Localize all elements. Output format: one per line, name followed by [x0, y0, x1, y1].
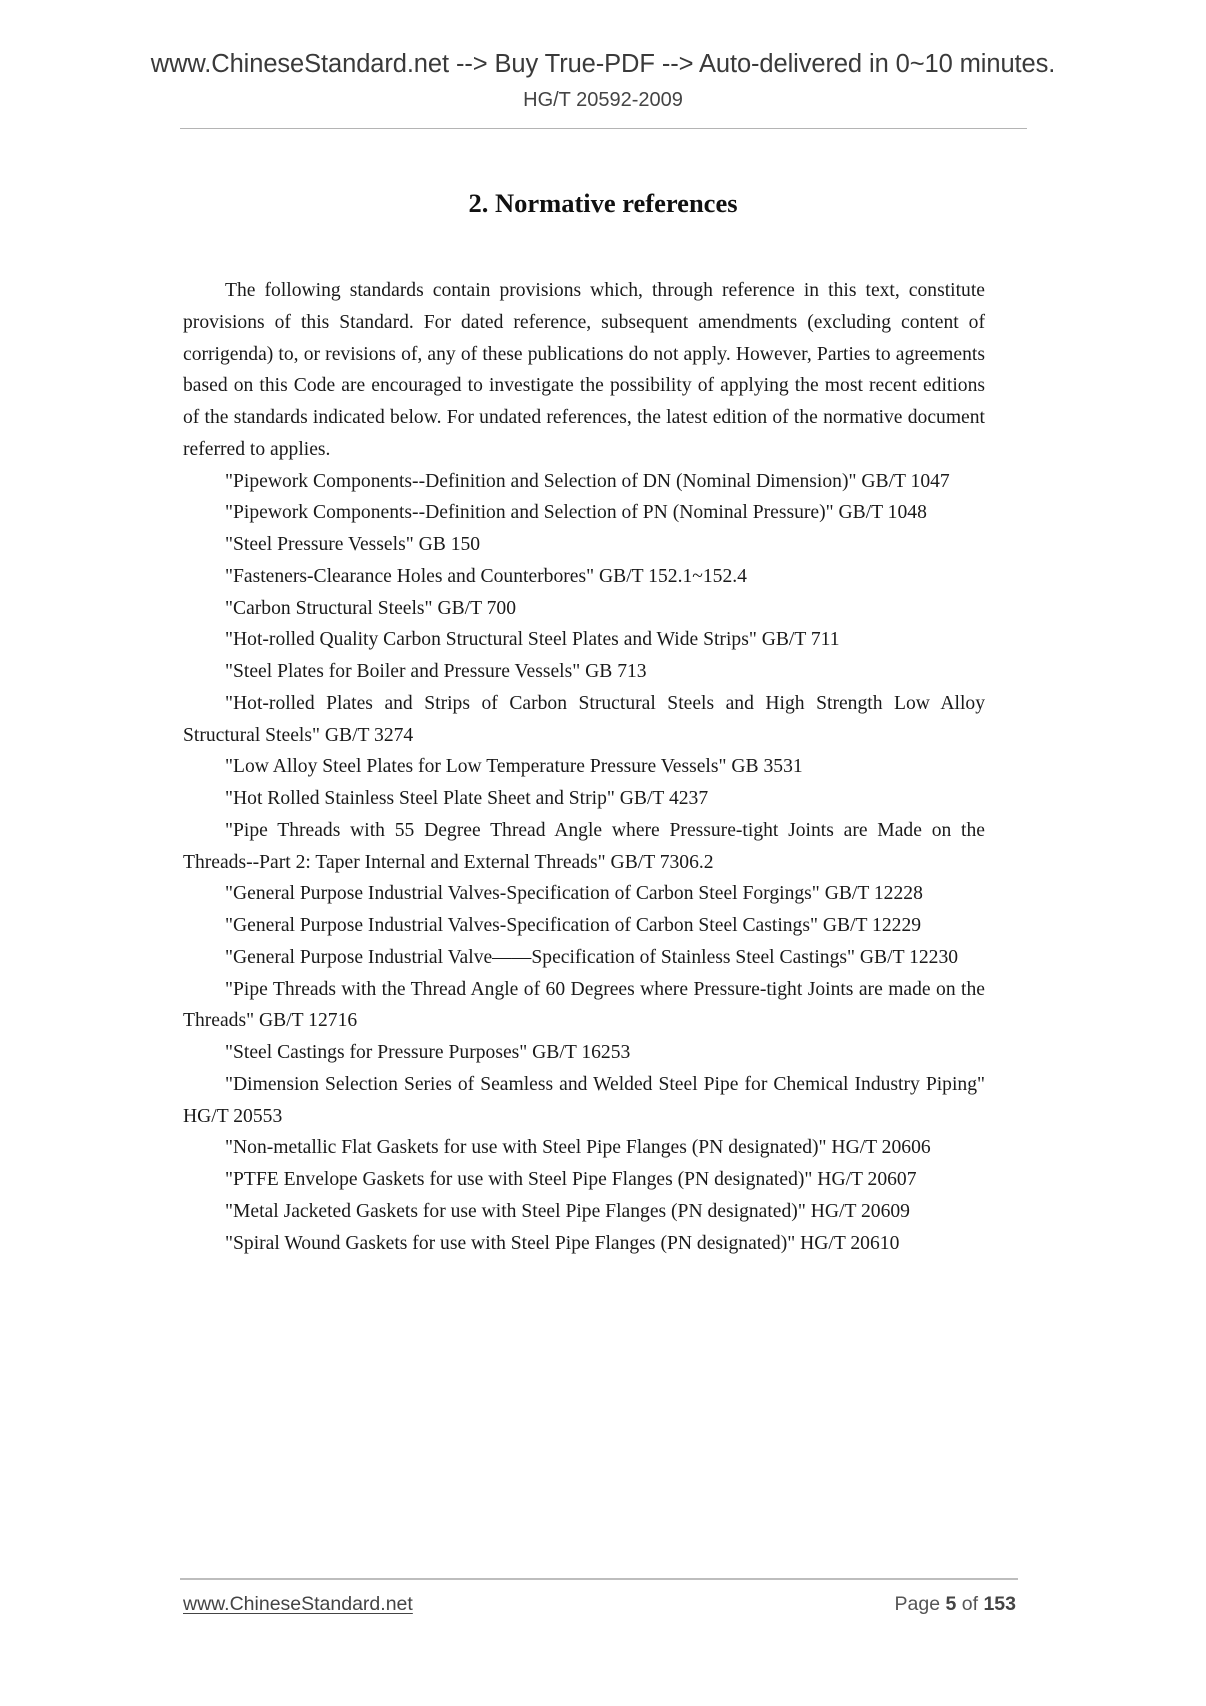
reference-item: "Pipework Components--Definition and Selection of PN (Nominal Pressure)" GB/T 1048	[225, 502, 927, 524]
reference-item: "Dimension Selection Series of Seamless and Welded Steel Pipe for Chemical Industry Piping" HG/T 20553	[183, 1073, 985, 1127]
page-indicator	[895, 1591, 1016, 1617]
reference-item: "Fasteners-Clearance Holes and Counterbores" GB/T 152.1~152.4	[225, 565, 747, 587]
header-banner: www.ChineseStandard.net --> Buy True-PDF --> Auto-delivered in 0~10 minutes.	[150, 50, 1056, 78]
footer-divider	[180, 1578, 1018, 1580]
reference-item: "Hot-rolled Plates and Strips of Carbon Structural Steels and High Strength Low Alloy Structural Steels" GB/T 3274	[183, 692, 985, 746]
header-divider	[180, 128, 1027, 129]
reference-item: "Pipe Threads with 55 Degree Thread Angle where Pressure-tight Joints are Made on the Threads--Part 2: Taper Internal and External Threads" GB/T 7306.2	[183, 819, 985, 873]
reference-item: "General Purpose Industrial Valves-Specification of Carbon Steel Forgings" GB/T 12228	[225, 883, 923, 905]
reference-item: "Carbon Structural Steels" GB/T 700	[225, 597, 517, 619]
document-id: HG/T 20592-2009	[523, 89, 683, 111]
reference-item: "Steel Plates for Boiler and Pressure Vessels" GB 713	[225, 661, 647, 682]
page-prefix: Page	[894, 1593, 941, 1615]
reference-item: "Hot Rolled Stainless Steel Plate Sheet and Strip" GB/T 4237	[225, 788, 709, 809]
reference-item: "General Purpose Industrial Valve——Specification of Stainless Steel Castings" GB/T 12230	[225, 946, 959, 968]
intro-paragraph: The following standards contain provisions which, through reference in this text, constitute provisions of this Standard. For dated reference, subsequent amendments (excluding content of corrigenda) to, or revisions of, any of these publications do not apply. However, Parties to agreements based on this Code are encouraged to investigate the possibility of applying the most recent editions of the standards indicated below. For undated references, the latest edition of the normative document referred to applies.	[183, 280, 985, 460]
reference-item: "Non-metallic Flat Gaskets for use with Steel Pipe Flanges (PN designated)" HG/T 20606	[225, 1137, 931, 1159]
reference-item: "Steel Pressure Vessels" GB 150	[225, 534, 481, 555]
reference-item: "PTFE Envelope Gaskets for use with Steel Pipe Flanges (PN designated)" HG/T 20607	[225, 1169, 917, 1190]
page-current: 5	[945, 1593, 957, 1615]
footer-website-link[interactable]: www.ChineseStandard.net	[183, 1593, 413, 1615]
reference-item: "Pipe Threads with the Thread Angle of 60 Degrees where Pressure-tight Joints are made on the Threads" GB/T 12716	[183, 978, 985, 1032]
reference-item: "Spiral Wound Gaskets for use with Steel Pipe Flanges (PN designated)" HG/T 20610	[225, 1232, 900, 1254]
reference-item: "Steel Castings for Pressure Purposes" GB/T 16253	[225, 1042, 631, 1063]
reference-item: "General Purpose Industrial Valves-Specification of Carbon Steel Castings" GB/T 12229	[225, 915, 922, 936]
page-total: 153	[983, 1593, 1016, 1615]
section-title: 2. Normative references	[468, 188, 738, 218]
reference-item: "Hot-rolled Quality Carbon Structural Steel Plates and Wide Strips" GB/T 711	[225, 629, 840, 651]
page-of: of	[961, 1593, 979, 1615]
normative-references-body	[183, 275, 985, 1259]
reference-item: "Low Alloy Steel Plates for Low Temperature Pressure Vessels" GB 3531	[225, 756, 803, 778]
reference-item: "Metal Jacketed Gaskets for use with Steel Pipe Flanges (PN designated)" HG/T 20609	[225, 1200, 910, 1222]
reference-item: "Pipework Components--Definition and Selection of DN (Nominal Dimension)" GB/T 1047	[225, 470, 950, 492]
